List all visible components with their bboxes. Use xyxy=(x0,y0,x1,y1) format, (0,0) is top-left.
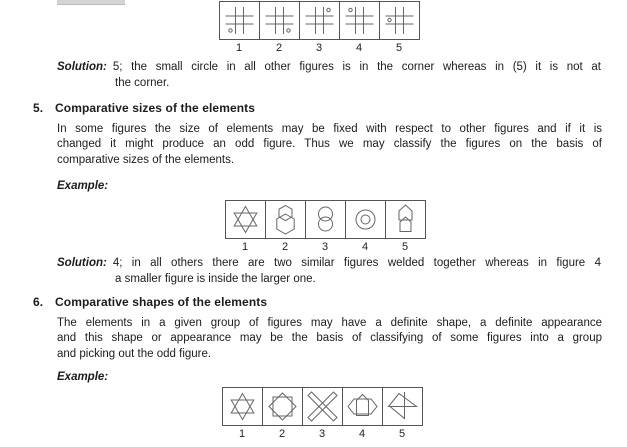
figure-cell xyxy=(346,201,386,238)
paragraph-line: comparative sizes of the elements. xyxy=(57,153,235,166)
solution-label: Solution: xyxy=(57,257,107,269)
solution-1-line-1 xyxy=(57,60,601,76)
section-6-example-label: Example: xyxy=(57,371,109,383)
triangle-cross-icon xyxy=(383,388,422,425)
cropped-gray-bar xyxy=(57,0,125,5)
figure-number-label: 2 xyxy=(281,241,289,253)
figure-strip-labels xyxy=(219,42,419,54)
figure-cell xyxy=(263,388,303,425)
figure-number-label: 1 xyxy=(235,42,243,54)
figure-cell xyxy=(306,201,346,238)
figure-number-label: 5 xyxy=(401,241,409,253)
figure-strip-labels xyxy=(225,241,425,253)
figure-cell xyxy=(386,201,425,238)
paragraph-line: changed it might produce an odd figure. Thus we may classify the figures on the basis of xyxy=(57,138,602,151)
figure-number-label: 2 xyxy=(278,428,286,440)
figure-cell xyxy=(303,388,343,425)
paragraph-line: The elements in a given group of figures may have a definite shape, a definite appearance xyxy=(57,317,602,329)
figure-strip-shapes xyxy=(222,387,423,440)
stacked-hexagons-icon xyxy=(266,201,305,238)
section-6-title: Comparative shapes of the elements xyxy=(55,295,268,309)
section-5-number: 5. xyxy=(33,101,44,115)
figure-cell xyxy=(220,2,260,39)
section-6-paragraph xyxy=(57,316,602,362)
grid-circle-top-left-icon xyxy=(340,2,379,39)
figure-strip-sizes xyxy=(225,200,426,253)
figure-number-label: 1 xyxy=(241,241,249,253)
section-5-heading xyxy=(33,101,255,115)
hexagram-star-icon xyxy=(223,388,262,425)
solution-label: Solution: xyxy=(57,61,107,73)
figure-number-label: 3 xyxy=(315,42,323,54)
concentric-circles-icon xyxy=(346,201,385,238)
solution-2-line-2: a smaller figure is inside the larger one. xyxy=(115,272,316,285)
figure-cell xyxy=(266,201,306,238)
stacked-circles-icon xyxy=(306,201,345,238)
paragraph-line: and picking out the odd figure. xyxy=(57,347,212,360)
figure-number-label: 3 xyxy=(318,428,326,440)
section-5-paragraph xyxy=(57,122,602,168)
figure-number-label: 4 xyxy=(361,241,369,253)
figure-cell xyxy=(300,2,340,39)
figure-number-label: 5 xyxy=(395,42,403,54)
paragraph-line: and this shape or appearance may be the basis of classifying of some figures into a group xyxy=(57,332,602,345)
figure-number-label: 4 xyxy=(358,428,366,440)
figure-strip-cells xyxy=(222,387,423,426)
figure-cell xyxy=(343,388,383,425)
figure-strip-cells xyxy=(225,200,426,239)
solution-2-line-1 xyxy=(57,256,601,272)
grid-circle-middle-left-icon xyxy=(380,2,419,39)
hexagon-house-icon xyxy=(343,388,382,425)
cross-blades-icon xyxy=(303,388,342,425)
figure-cell xyxy=(380,2,419,39)
paragraph-line: In some figures the size of elements may be fixed with respect to other figures and if it is xyxy=(57,123,602,135)
grid-circle-top-right-icon xyxy=(300,2,339,39)
section-5-example-label: Example: xyxy=(57,180,109,192)
solution-1 xyxy=(57,60,601,91)
section-6-heading xyxy=(33,295,267,309)
solution-1-text: 5; the small circle in all other figures is in the corner whereas in (5) it is not at xyxy=(112,61,601,73)
figure-strip-corner-circles xyxy=(219,1,420,54)
figure-strip-labels xyxy=(222,428,422,440)
figure-cell xyxy=(383,388,422,425)
grid-circle-bottom-left-icon xyxy=(220,2,259,39)
figure-number-label: 1 xyxy=(238,428,246,440)
figure-number-label: 2 xyxy=(275,42,283,54)
octagram-squares-icon xyxy=(263,388,302,425)
grid-circle-bottom-right-icon xyxy=(260,2,299,39)
figure-cell xyxy=(226,201,266,238)
hexagram-star-icon xyxy=(226,201,265,238)
section-5-title: Comparative sizes of the elements xyxy=(55,101,256,115)
figure-number-label: 4 xyxy=(355,42,363,54)
figure-strip-cells xyxy=(219,1,420,40)
figure-cell xyxy=(260,2,300,39)
section-6-number: 6. xyxy=(33,295,44,309)
figure-cell xyxy=(223,388,263,425)
solution-2-text: 4; in all others there are two similar figures welded together whereas in figure 4 xyxy=(112,257,601,269)
figure-number-label: 3 xyxy=(321,241,329,253)
stacked-arches-icon xyxy=(386,201,425,238)
solution-1-line-2: the corner. xyxy=(115,76,170,89)
figure-number-label: 5 xyxy=(398,428,406,440)
solution-2 xyxy=(57,256,601,287)
figure-cell xyxy=(340,2,380,39)
